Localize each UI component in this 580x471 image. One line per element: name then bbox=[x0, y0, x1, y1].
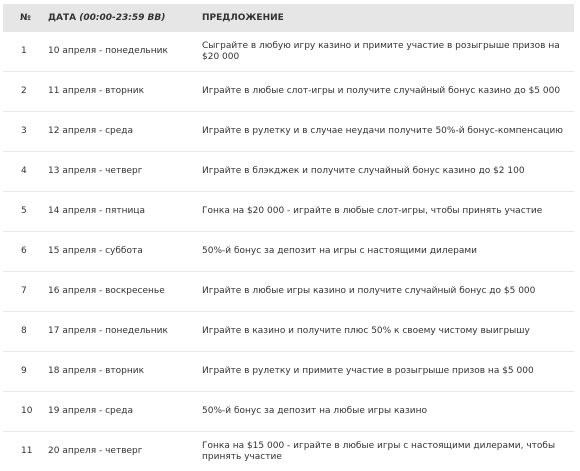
table-row bbox=[3, 312, 574, 352]
row-date: 10 апреля - понедельник bbox=[41, 32, 195, 72]
row-offer: Играйте в казино и получите плюс 50% к своему чистому выигрышу bbox=[195, 312, 574, 352]
table-row bbox=[3, 192, 574, 232]
table-row bbox=[3, 112, 574, 152]
row-date: 18 апреля - вторник bbox=[41, 352, 195, 392]
row-offer: Гонка на $15 000 - играйте в любые игры с настоящими дилерами, чтобы принять участие bbox=[195, 432, 574, 471]
row-number: 7 bbox=[3, 272, 41, 312]
table-row bbox=[3, 272, 574, 312]
row-date: 17 апреля - понедельник bbox=[41, 312, 195, 352]
header-number: № bbox=[3, 4, 41, 32]
table-header bbox=[3, 4, 574, 32]
table-row bbox=[3, 72, 574, 112]
row-number: 10 bbox=[3, 392, 41, 432]
row-offer: Гонка на $20 000 - играйте в любые слот-игры, чтобы принять участие bbox=[195, 192, 574, 232]
row-offer: Играйте в любые игры казино и получите случайный бонус до $5 000 bbox=[195, 272, 574, 312]
row-offer: 50%-й бонус за депозит на игры с настоящими дилерами bbox=[195, 232, 574, 272]
row-date: 16 апреля - воскресенье bbox=[41, 272, 195, 312]
row-number: 1 bbox=[3, 32, 41, 72]
row-number: 11 bbox=[3, 432, 41, 471]
row-date: 11 апреля - вторник bbox=[41, 72, 195, 112]
header-row bbox=[3, 4, 574, 32]
row-number: 8 bbox=[3, 312, 41, 352]
row-date: 15 апреля - суббота bbox=[41, 232, 195, 272]
row-date: 14 апреля - пятница bbox=[41, 192, 195, 232]
table-row bbox=[3, 232, 574, 272]
table-body bbox=[3, 32, 574, 471]
row-offer: 50%-й бонус за депозит на любые игры казино bbox=[195, 392, 574, 432]
row-number: 3 bbox=[3, 112, 41, 152]
row-number: 5 bbox=[3, 192, 41, 232]
table-row bbox=[3, 32, 574, 72]
row-offer: Играйте в любые слот-игры и получите случайный бонус казино до $5 000 bbox=[195, 72, 574, 112]
row-number: 6 bbox=[3, 232, 41, 272]
row-offer: Сыграйте в любую игру казино и примите участие в розыгрыше призов на $20 000 bbox=[195, 32, 574, 72]
row-offer: Играйте в блэкджек и получите случайный бонус казино до $2 100 bbox=[195, 152, 574, 192]
header-date bbox=[41, 4, 195, 32]
table-row bbox=[3, 392, 574, 432]
row-date: 19 апреля - среда bbox=[41, 392, 195, 432]
header-date-label: ДАТА bbox=[48, 13, 76, 23]
table-row bbox=[3, 352, 574, 392]
header-date-hours: (00:00-23:59 ВВ) bbox=[79, 13, 165, 23]
row-date: 20 апреля - четверг bbox=[41, 432, 195, 471]
row-number: 9 bbox=[3, 352, 41, 392]
row-date: 12 апреля - среда bbox=[41, 112, 195, 152]
header-offer: ПРЕДЛОЖЕНИЕ bbox=[195, 4, 574, 32]
row-number: 4 bbox=[3, 152, 41, 192]
row-number: 2 bbox=[3, 72, 41, 112]
table-row bbox=[3, 152, 574, 192]
row-offer: Играйте в рулетку и в случае неудачи получите 50%-й бонус-компенсацию bbox=[195, 112, 574, 152]
row-offer: Играйте в рулетку и примите участие в розыгрыше призов на $5 000 bbox=[195, 352, 574, 392]
row-date: 13 апреля - четверг bbox=[41, 152, 195, 192]
table-row bbox=[3, 432, 574, 471]
promo-schedule-table bbox=[3, 4, 574, 471]
